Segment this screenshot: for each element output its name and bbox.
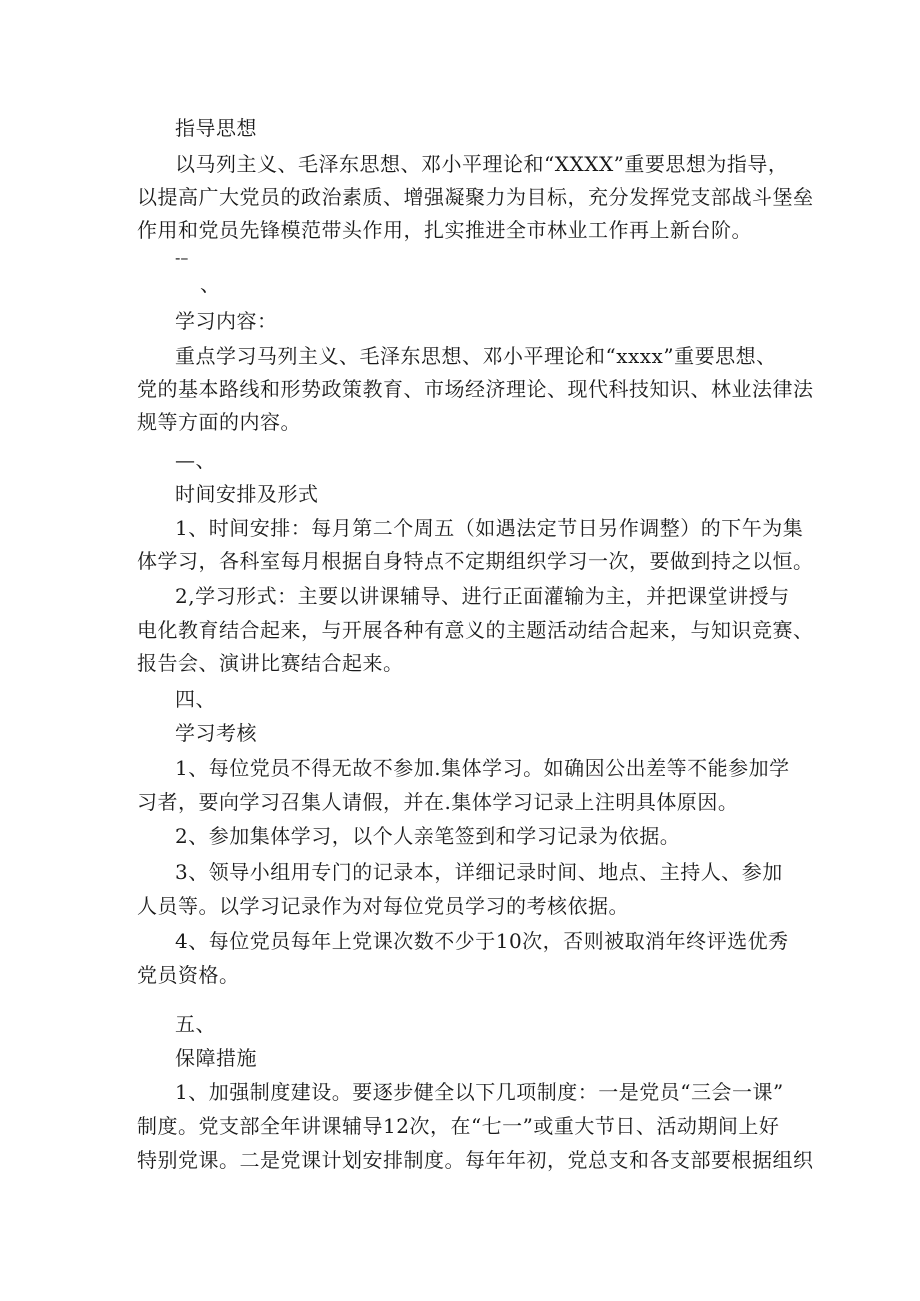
section-marker-3: —、 xyxy=(175,448,216,472)
paragraph-line: 规等方面的内容。 xyxy=(137,410,301,434)
paragraph-line: 制度。党支部全年讲课辅导12次，在“七一”或重大节日、活动期间上好 xyxy=(137,1114,780,1138)
paragraph-line: 1、加强制度建设。要逐步健全以下几项制度：一是党员“三会一课” xyxy=(175,1080,784,1104)
section-marker-dash: -– xyxy=(175,248,189,267)
section-marker-comma: 、 xyxy=(200,272,220,296)
paragraph-line: 以马列主义、毛泽东思想、邓小平理论和“XXXX”重要思想为指导， xyxy=(175,152,789,176)
paragraph-line: 体学习，各科室每月根据自身特点不定期组织学习一次，要做到持之以恒。 xyxy=(137,549,814,573)
paragraph-line: 党员资格。 xyxy=(137,963,240,987)
paragraph-line: 电化教育结合起来，与开展各种有意义的主题活动结合起来，与知识竞赛、 xyxy=(137,618,814,642)
paragraph-line: 以提高广大党员的政治素质、增强凝聚力为目标，充分发挥党支部战斗堡垒 xyxy=(137,185,814,209)
heading-schedule: 时间安排及形式 xyxy=(175,482,319,506)
paragraph-line: 作用和党员先锋模范带头作用，扎实推进全市林业工作再上新台阶。 xyxy=(137,218,752,242)
paragraph-line: 重点学习马列主义、毛泽东思想、邓小平理论和“xxxx”重要思想、 xyxy=(175,344,777,368)
paragraph-line: 4、每位党员每年上党课次数不少于10次，否则被取消年终评选优秀 xyxy=(175,929,789,953)
heading-study-content: 学习内容： xyxy=(175,309,278,333)
paragraph-line: 人员等。以学习记录作为对每位党员学习的考核依据。 xyxy=(137,894,629,918)
section-marker-5: 五、 xyxy=(175,1012,216,1036)
heading-safeguards: 保障措施 xyxy=(175,1046,257,1070)
section-marker-4: 四、 xyxy=(175,687,216,711)
paragraph-line: 2,学习形式：主要以讲课辅导、进行正面灌输为主，并把课堂讲授与 xyxy=(175,584,790,608)
paragraph-line: 报告会、演讲比赛结合起来。 xyxy=(137,651,404,675)
paragraph-line: 1、每位党员不得无故不参加.集体学习。如确因公出差等不能参加学 xyxy=(175,756,790,780)
heading-guiding-ideology: 指导思想 xyxy=(175,116,257,140)
paragraph-line: 习者，要向学习召集人请假，并在.集体学习记录上注明具体原因。 xyxy=(137,790,739,814)
paragraph-line: 2、参加集体学习，以个人亲笔签到和学习记录为依据。 xyxy=(175,824,681,848)
paragraph-line: 3、领导小组用专门的记录本，详细记录时间、地点、主持人、参加 xyxy=(175,860,783,884)
paragraph-line: 党的基本路线和形势政策教育、市场经济理论、现代科技知识、林业法律法 xyxy=(137,377,814,401)
paragraph-line: 特别党课。二是党课计划安排制度。每年年初，党总支和各支部要根据组织 xyxy=(137,1148,814,1172)
paragraph-line: 1、时间安排：每月第二个周五（如遇法定节日另作调整）的下午为集 xyxy=(175,516,804,540)
heading-assessment: 学习考核 xyxy=(175,721,257,745)
